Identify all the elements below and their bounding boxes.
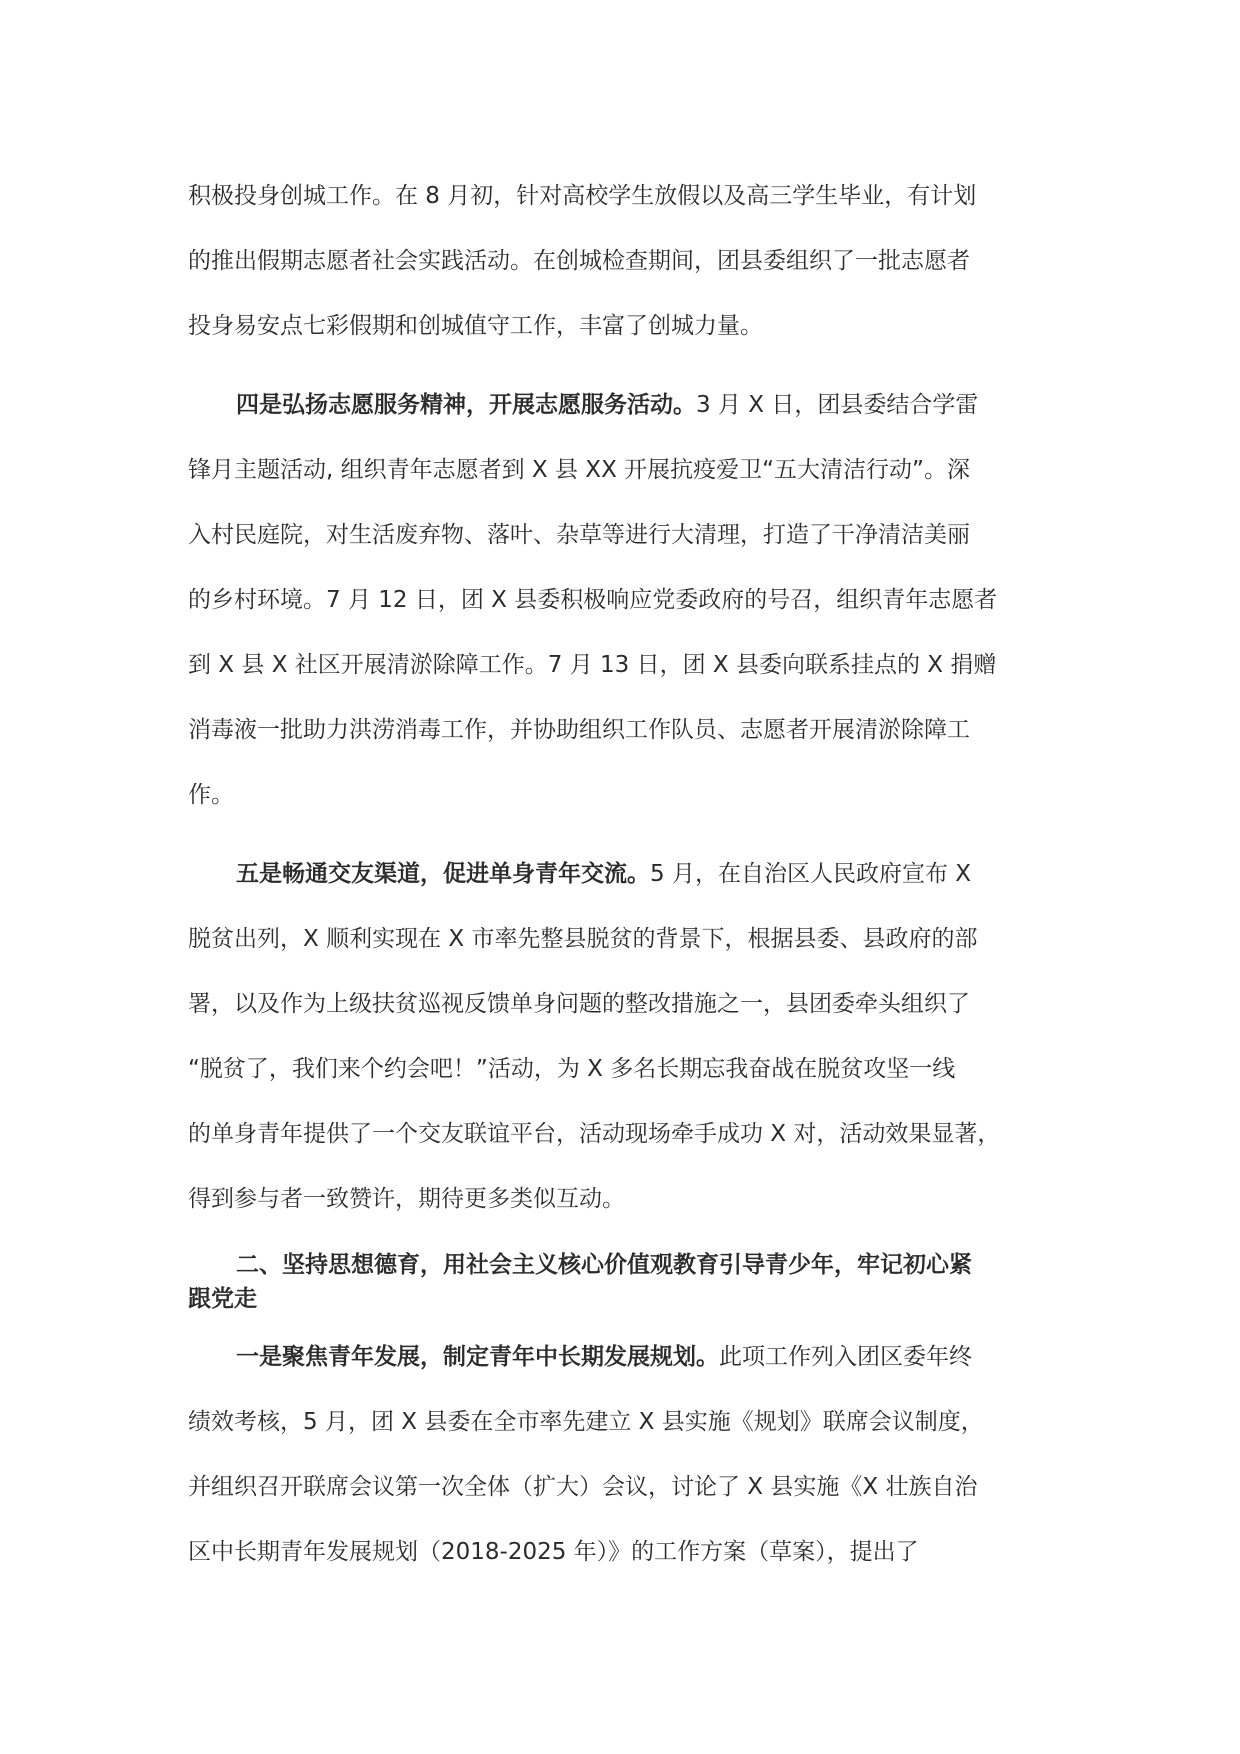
paragraph-lead: 四是弘扬志愿服务精神，开展志愿服务活动。 (236, 392, 696, 418)
paragraph-text: 此项工作列入团区委年终 (719, 1344, 972, 1370)
text-line: 的单身青年提供了一个交友联谊平台，活动现场牵手成功 X 对，活动效果显著， (188, 1121, 1001, 1147)
text-line: 的推出假期志愿者社会实践活动。在创城检查期间，团县委组织了一批志愿者 (188, 248, 970, 274)
text-line: 投身易安点七彩假期和创城值守工作，丰富了创城力量。 (188, 313, 763, 339)
text-line: “脱贫了，我们来个约会吧！”活动，为 X 多名长期忘我奋战在脱贫攻坚一线 (188, 1056, 956, 1082)
paragraph-first-line (236, 859, 1106, 889)
text-line: 绩效考核，5 月，团 X 县委在全市率先建立 X 县实施《规划》联席会议制度， (188, 1409, 984, 1435)
section-heading-line1: 二、坚持思想德育，用社会主义核心价值观教育引导青少年，牢记初心紧 (236, 1252, 972, 1278)
text-line: 得到参与者一致赞许，期待更多类似互动。 (188, 1186, 625, 1212)
text-line: 脱贫出列，X 顺利实现在 X 市率先整县脱贫的背景下，根据县委、县政府的部 (188, 926, 978, 952)
paragraph-first-line (236, 1342, 1106, 1372)
paragraph-lead: 五是畅通交友渠道，促进单身青年交流。 (236, 861, 650, 887)
text-line: 锋月主题活动, 组织青年志愿者到 X 县 XX 开展抗疫爱卫“五大清洁行动”。深 (188, 457, 970, 483)
paragraph-lead: 一是聚焦青年发展，制定青年中长期发展规划。 (236, 1344, 719, 1370)
text-line: 作。 (188, 782, 234, 808)
paragraph-text: 5 月，在自治区人民政府宣布 X (650, 861, 972, 887)
text-line: 的乡村环境。7 月 12 日，团 X 县委积极响应党委政府的号召，组织青年志愿者 (188, 587, 998, 613)
paragraph-text: 3 月 X 日，团县委结合学雷 (696, 392, 979, 418)
text-line: 到 X 县 X 社区开展清淤除障工作。7 月 13 日，团 X 县委向联系挂点的 X 捐赠 (188, 652, 997, 678)
text-line: 并组织召开联席会议第一次全体（扩大）会议，讨论了 X 县实施《X 壮族自治 (188, 1474, 978, 1500)
paragraph-first-line (236, 390, 1106, 420)
text-line: 署，以及作为上级扶贫巡视反馈单身问题的整改措施之一，县团委牵头组织了 (188, 991, 970, 1017)
text-line: 区中长期青年发展规划（2018-2025 年）》的工作方案（草案），提出了 (188, 1539, 919, 1565)
section-heading-line2: 跟党走 (188, 1286, 257, 1312)
text-line: 积极投身创城工作。在 8 月初，针对高校学生放假以及高三学生毕业，有计划 (188, 183, 977, 209)
text-line: 入村民庭院，对生活废弃物、落叶、杂草等进行大清理，打造了干净清洁美丽 (188, 522, 970, 548)
text-line: 消毒液一批助力洪涝消毒工作，并协助组织工作队员、志愿者开展清淤除障工 (188, 717, 970, 743)
